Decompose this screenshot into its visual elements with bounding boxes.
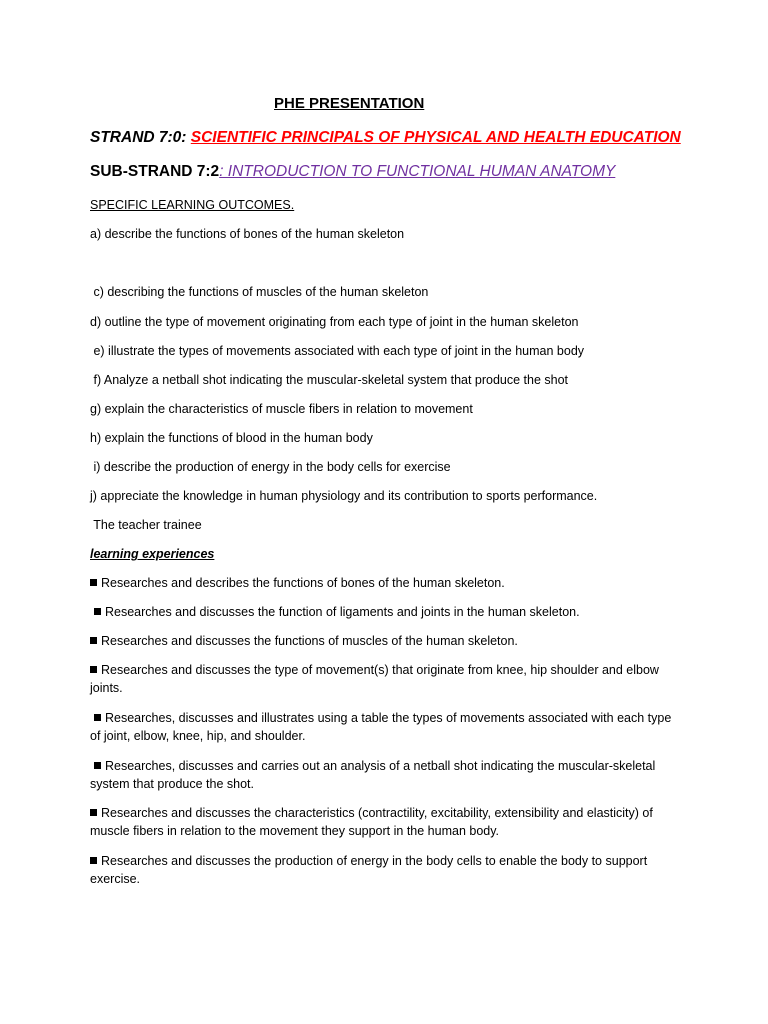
page-title: PHE PRESENTATION: [274, 95, 425, 112]
outcome-item: e) illustrate the types of movements associated with each type of joint in the human body: [90, 344, 585, 358]
experience-text: Researches, discusses and illustrates using a table the types of movements associated with each type of joint, elbow, knee, hip, and shoulder.: [90, 711, 672, 743]
experience-text: Researches and discusses the production of energy in the body cells to enable the body to support exercise.: [90, 854, 648, 886]
substrand-value: : INTRODUCTION TO FUNCTIONAL HUMAN ANATOMY: [219, 163, 616, 180]
experience-item: [94, 603, 580, 621]
substrand-heading: [90, 163, 615, 181]
experience-text: Researches and discusses the function of ligaments and joints in the human skeleton.: [105, 605, 580, 619]
outcomes-heading: SPECIFIC LEARNING OUTCOMES.: [90, 198, 295, 212]
outcome-item: g) explain the characteristics of muscle fibers in relation to movement: [90, 402, 473, 416]
outcome-item: h) explain the functions of blood in the human body: [90, 431, 373, 445]
substrand-label: SUB-STRAND 7:2: [90, 163, 220, 180]
black-square-bullet-icon: [94, 714, 101, 721]
black-square-bullet-icon: [90, 637, 97, 644]
experience-item: [90, 632, 518, 650]
strand-value: SCIENTIFIC PRINCIPALS OF PHYSICAL AND HEALTH EDUCATION: [190, 129, 681, 146]
experience-text: Researches and discusses the type of movement(s) that originate from knee, hip shoulder and elbow joints.: [90, 663, 659, 695]
learning-experiences-heading: learning experiences: [90, 547, 215, 561]
strand-label: STRAND 7:0:: [90, 129, 191, 146]
black-square-bullet-icon: [90, 579, 97, 586]
outcome-item: d) outline the type of movement originating from each type of joint in the human skeleton: [90, 315, 579, 329]
experience-item: [90, 574, 505, 592]
experience-item: [90, 804, 680, 840]
outcome-item: i) describe the production of energy in the body cells for exercise: [90, 460, 451, 474]
black-square-bullet-icon: [90, 666, 97, 673]
experience-item: [90, 709, 680, 745]
experience-text: Researches, discusses and carries out an analysis of a netball shot indicating the muscular-skeletal system that produce the shot.: [90, 759, 656, 791]
teacher-trainee-line: The teacher trainee: [90, 518, 202, 532]
experience-item: [90, 757, 680, 793]
outcome-item: c) describing the functions of muscles of the human skeleton: [90, 285, 429, 299]
experience-text: Researches and discusses the characteristics (contractility, excitability, extensibility and elasticity) of muscle fibers in relation to the movement they support in the human body.: [90, 806, 653, 838]
experience-item: [90, 852, 680, 888]
outcome-item: f) Analyze a netball shot indicating the muscular-skeletal system that produce the shot: [90, 373, 569, 387]
experience-text: Researches and describes the functions of bones of the human skeleton.: [101, 576, 505, 590]
experience-item: [90, 661, 680, 697]
black-square-bullet-icon: [90, 857, 97, 864]
outcome-item: j) appreciate the knowledge in human physiology and its contribution to sports performance.: [90, 489, 598, 503]
strand-heading: [90, 129, 681, 147]
experience-text: Researches and discusses the functions of muscles of the human skeleton.: [101, 634, 518, 648]
black-square-bullet-icon: [90, 809, 97, 816]
black-square-bullet-icon: [94, 762, 101, 769]
outcome-item: a) describe the functions of bones of the human skeleton: [90, 227, 405, 241]
black-square-bullet-icon: [94, 608, 101, 615]
